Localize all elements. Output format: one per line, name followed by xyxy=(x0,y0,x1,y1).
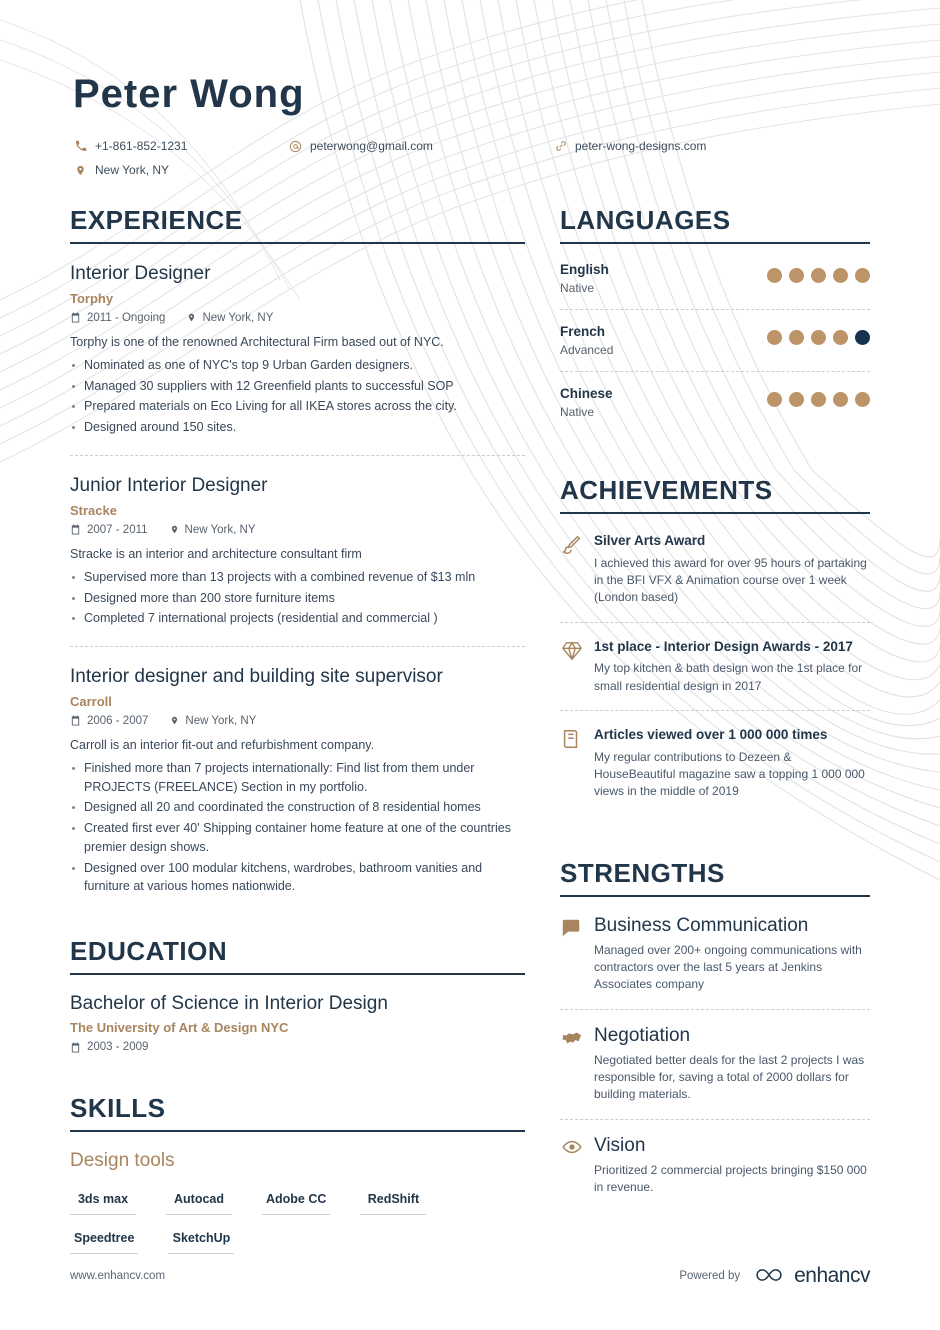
skill-tag: Adobe CC xyxy=(262,1186,330,1215)
section-title-languages: LANGUAGES xyxy=(560,205,870,244)
language-level: Native xyxy=(560,405,595,419)
achievement-item xyxy=(560,726,870,816)
achievement-title: Articles viewed over 1 000 000 times xyxy=(594,727,828,743)
skill-tag: 3ds max xyxy=(70,1186,136,1215)
resume-header xyxy=(70,72,870,187)
job-summary: Torphy is one of the renowned Architectural Firm based out of NYC. xyxy=(70,334,444,349)
language-rating-dots xyxy=(760,324,870,345)
email-icon xyxy=(289,140,302,153)
education-meta xyxy=(70,1041,525,1053)
job-bullet: Designed all 20 and coordinated the construction of 8 residential homes xyxy=(70,798,525,817)
calendar-icon xyxy=(70,1042,81,1053)
achievement-description: My top kitchen & bath design won the 1st place for small residential design in 2017 xyxy=(594,661,863,693)
right-column xyxy=(560,205,870,1264)
education-dates: 2003 - 2009 xyxy=(87,1041,149,1054)
rating-dot xyxy=(811,330,826,345)
job-dates: 2011 - Ongoing xyxy=(87,311,166,324)
strength-title: Negotiation xyxy=(594,1024,691,1046)
job-summary: Carroll is an interior fit-out and refurbishment company. xyxy=(70,737,375,752)
job-bullets xyxy=(70,356,525,437)
rating-dot xyxy=(789,268,804,283)
page-title: Peter Wong xyxy=(73,72,305,116)
location-pin-icon xyxy=(170,715,179,726)
rating-dot xyxy=(767,392,782,407)
contact-phone-text: +1-861-852-1231 xyxy=(95,139,188,153)
language-rating-dots xyxy=(760,386,870,407)
education-school: The University of Art & Design NYC xyxy=(70,1020,289,1036)
phone-icon xyxy=(74,140,87,152)
job-company: Stracke xyxy=(70,502,117,518)
job-meta xyxy=(70,715,525,727)
diamond-icon xyxy=(560,638,594,695)
skills-group-label: Design tools xyxy=(70,1150,175,1172)
job-meta xyxy=(70,524,525,536)
language-row xyxy=(560,262,870,310)
job-bullet: Designed around 150 sites. xyxy=(70,418,525,437)
job-bullet: Supervised more than 13 projects with a combined revenue of $13 mln xyxy=(70,568,525,587)
footer-powered-by: Powered by xyxy=(679,1270,741,1282)
strength-title: Business Communication xyxy=(594,914,809,936)
book-icon xyxy=(560,726,594,801)
location-pin-icon xyxy=(170,524,179,535)
footer-website: www.enhancv.com xyxy=(70,1270,166,1282)
language-name: Chinese xyxy=(560,386,613,401)
job-dates: 2007 - 2011 xyxy=(87,523,148,536)
achievement-item xyxy=(560,638,870,711)
rating-dot xyxy=(855,268,870,283)
job-bullet: Nominated as one of NYC's top 9 Urban Garden designers. xyxy=(70,356,525,375)
education-entry xyxy=(70,993,525,1053)
paintbrush-icon xyxy=(560,532,594,607)
infinity-logo-icon xyxy=(752,1266,786,1287)
strength-item xyxy=(560,915,870,1010)
strength-item xyxy=(560,1025,870,1120)
rating-dot xyxy=(789,392,804,407)
strength-title: Vision xyxy=(594,1134,646,1156)
contact-website-text: peter-wong-designs.com xyxy=(575,139,707,153)
page-footer xyxy=(70,1264,870,1288)
strength-description: Prioritized 2 commercial projects bringing $150 000 in revenue. xyxy=(594,1162,867,1194)
left-column xyxy=(70,205,525,1264)
achievement-description: My regular contributions to Dezeen & HouseBeautiful magazine saw a topping 1 000 000 views in the middle of 2019 xyxy=(594,749,865,799)
job-bullet: Prepared materials on Eco Living for all IKEA stores across the city. xyxy=(70,397,525,416)
rating-dot xyxy=(767,330,782,345)
job-location: New York, NY xyxy=(202,311,274,324)
contact-location-text: New York, NY xyxy=(95,163,170,177)
language-name: French xyxy=(560,324,606,339)
section-title-strengths: STRENGTHS xyxy=(560,858,870,897)
contact-email-text: peterwong@gmail.com xyxy=(310,139,433,153)
job-role: Junior Interior Designer xyxy=(70,474,268,496)
section-title-experience: EXPERIENCE xyxy=(70,205,525,244)
footer-brand-name: enhancv xyxy=(794,1264,870,1287)
language-row xyxy=(560,324,870,372)
rating-dot xyxy=(789,330,804,345)
job-bullet: Designed over 100 modular kitchens, wardrobes, bathroom vanities and furniture at various homes nationwide. xyxy=(70,859,525,897)
rating-dot xyxy=(767,268,782,283)
achievement-title: 1st place - Interior Design Awards - 2017 xyxy=(594,638,853,654)
job-role: Interior designer and building site supervisor xyxy=(70,666,443,687)
job-bullet: Created first ever 40' Shipping container home feature at one of the countries premier design shows. xyxy=(70,819,525,857)
experience-entry xyxy=(70,262,525,456)
job-dates: 2006 - 2007 xyxy=(87,714,149,727)
contact-details xyxy=(74,139,774,187)
calendar-icon xyxy=(70,312,81,323)
handshake-icon xyxy=(560,1025,594,1104)
job-company: Carroll xyxy=(70,693,112,709)
contact-website xyxy=(554,139,774,153)
language-level: Native xyxy=(560,281,595,295)
rating-dot xyxy=(833,330,848,345)
job-bullets xyxy=(70,568,525,628)
job-bullet: Completed 7 international projects (residential and commercial ) xyxy=(70,609,525,628)
language-name: English xyxy=(560,262,609,277)
footer-branding xyxy=(679,1264,870,1288)
strength-description: Negotiated better deals for the last 2 projects I was responsible for, saving a total of 2000 dollars for building materials. xyxy=(594,1052,865,1102)
section-title-skills: SKILLS xyxy=(70,1093,525,1132)
job-bullets xyxy=(70,759,525,896)
contact-phone xyxy=(74,139,289,153)
skill-tag: Autocad xyxy=(166,1186,232,1215)
education-degree: Bachelor of Science in Interior Design xyxy=(70,993,388,1015)
language-rating-dots xyxy=(760,262,870,283)
eye-icon xyxy=(560,1135,594,1197)
calendar-icon xyxy=(70,524,81,535)
calendar-icon xyxy=(70,715,81,726)
achievement-description: I achieved this award for over 95 hours of partaking in the BFI VFX & Animation course over 1 week (London based) xyxy=(594,555,867,605)
job-bullet: Managed 30 suppliers with 12 Greenfield plants to successful SOP xyxy=(70,377,525,396)
rating-dot-active xyxy=(855,330,870,345)
job-summary: Stracke is an interior and architecture consultant firm xyxy=(70,546,362,561)
job-bullet: Designed more than 200 store furniture items xyxy=(70,589,525,608)
achievement-title: Silver Arts Award xyxy=(594,533,706,548)
job-location: New York, NY xyxy=(184,523,256,536)
rating-dot xyxy=(833,268,848,283)
skill-tag: Speedtree xyxy=(70,1225,138,1254)
contact-location xyxy=(74,163,289,177)
location-pin-icon xyxy=(187,312,196,323)
rating-dot xyxy=(811,268,826,283)
job-company: Torphy xyxy=(70,290,114,306)
job-role: Interior Designer xyxy=(70,263,211,284)
section-title-education: EDUCATION xyxy=(70,936,525,975)
speech-bubble-icon xyxy=(560,915,594,994)
job-location: New York, NY xyxy=(185,714,257,727)
rating-dot xyxy=(833,392,848,407)
rating-dot xyxy=(855,392,870,407)
rating-dot xyxy=(811,392,826,407)
strength-item xyxy=(560,1135,870,1212)
location-pin-icon xyxy=(74,164,87,177)
section-title-achievements: ACHIEVEMENTS xyxy=(560,475,870,514)
strength-description: Managed over 200+ ongoing communications with contractors over the last 5 years at Jenkins Associates company xyxy=(594,942,862,992)
skill-tag: SketchUp xyxy=(168,1225,234,1254)
skills-tag-list xyxy=(70,1186,525,1264)
experience-entry xyxy=(70,474,525,647)
skill-tag: RedShift xyxy=(360,1186,426,1215)
job-meta xyxy=(70,312,525,324)
achievement-item xyxy=(560,532,870,623)
language-level: Advanced xyxy=(560,343,614,357)
link-icon xyxy=(554,140,567,152)
job-bullet: Finished more than 7 projects internationally: Find list from them under PROJECTS (FREELANCE) Section in my portfolio. xyxy=(70,759,525,797)
experience-entry xyxy=(70,665,525,896)
language-row xyxy=(560,386,870,433)
contact-email xyxy=(289,139,554,153)
